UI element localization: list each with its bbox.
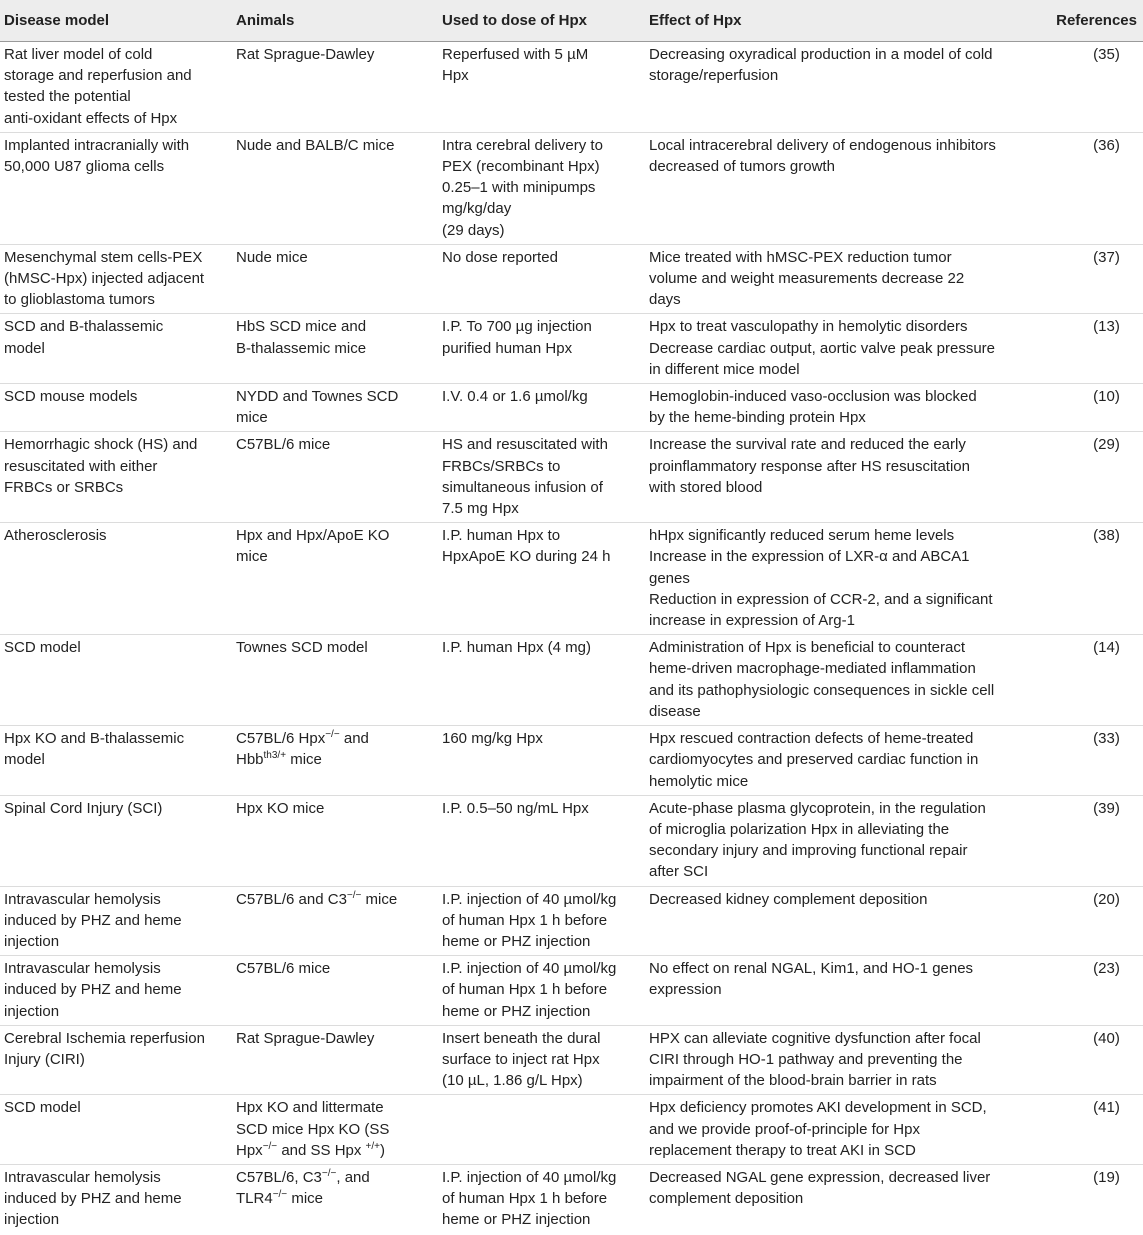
- cell-animals: [232, 795, 438, 886]
- cell-disease-model: [0, 132, 232, 244]
- cell-line: I.P. human Hpx to: [442, 527, 561, 545]
- cell-animals: [232, 726, 438, 796]
- cell-animals: [232, 635, 438, 726]
- cell-line: I.P. injection of 40 µmol/kg: [442, 1168, 617, 1186]
- cell-line: Administration of Hpx is beneficial to counteract: [649, 639, 965, 657]
- cell-disease-model: [0, 384, 232, 432]
- genotype-superscript: −/−: [272, 1189, 288, 1201]
- cell-line: Increase the survival rate and reduced the early: [649, 436, 966, 454]
- cell-reference: (39): [1018, 795, 1143, 886]
- cell-reference: (14): [1018, 635, 1143, 726]
- cell-line: (29 days): [442, 221, 505, 239]
- cell-dose: [438, 132, 645, 244]
- cell-line: mg/kg/day: [442, 200, 512, 218]
- cell-effect: [645, 635, 1018, 726]
- cell-effect: [645, 886, 1018, 956]
- cell-dose: [438, 1095, 645, 1165]
- cell-line: HpxApoE KO during 24 h: [442, 548, 611, 566]
- cell-animals: [232, 956, 438, 1026]
- cell-line: I.V. 0.4 or 1.6 µmol/kg: [442, 388, 588, 406]
- header-animals: Animals: [232, 0, 438, 42]
- cell-line: heme or PHZ injection: [442, 1002, 591, 1020]
- cell-line: mice: [236, 548, 268, 566]
- cell-line: of human Hpx 1 h before: [442, 911, 608, 929]
- cell-disease-model: [0, 886, 232, 956]
- cell-line: Intravascular hemolysis: [4, 890, 161, 908]
- cell-effect: [645, 726, 1018, 796]
- cell-line: CIRI through HO-1 pathway and preventing the: [649, 1050, 963, 1068]
- cell-line: SCD and B-thalassemic: [4, 318, 164, 336]
- cell-disease-model: [0, 42, 232, 133]
- cell-dose: [438, 956, 645, 1026]
- cell-line: HPX can alleviate cognitive dysfunction after focal: [649, 1029, 981, 1047]
- cell-animals: [232, 1095, 438, 1165]
- cell-line: purified human Hpx: [442, 339, 573, 357]
- cell-line: with stored blood: [649, 478, 763, 496]
- cell-line: Decreased kidney complement deposition: [649, 890, 928, 908]
- cell-line: resuscitated with either: [4, 457, 158, 475]
- cell-line: SCD model: [4, 1099, 81, 1117]
- cell-line: Townes SCD model: [236, 639, 368, 657]
- genotype-superscript: −/−: [321, 1167, 337, 1179]
- genotype-superscript: −/−: [346, 889, 362, 901]
- cell-effect: [645, 244, 1018, 314]
- cell-line: volume and weight measurements decrease 22: [649, 270, 965, 288]
- genotype-superscript: +/+: [365, 1140, 381, 1152]
- cell-reference: (36): [1018, 132, 1143, 244]
- cell-animals: [232, 432, 438, 523]
- cell-line: NYDD and Townes SCD: [236, 388, 399, 406]
- table-row: [0, 886, 1143, 956]
- cell-line: C57BL/6 mice: [236, 960, 331, 978]
- cell-effect: [645, 1164, 1018, 1233]
- cell-effect: [645, 132, 1018, 244]
- cell-effect: [645, 42, 1018, 133]
- table-row: [0, 1095, 1143, 1165]
- cell-dose: [438, 886, 645, 956]
- cell-line: Rat liver model of cold: [4, 46, 153, 63]
- cell-line: SCD model: [4, 639, 81, 657]
- cell-line: Hpx to treat vasculopathy in hemolytic disorders: [649, 318, 968, 336]
- cell-line: 0.25–1 with minipumps: [442, 179, 596, 197]
- cell-line: Intra cerebral delivery to: [442, 136, 603, 154]
- cell-line: induced by PHZ and heme: [4, 981, 182, 999]
- cell-line: Cerebral Ischemia reperfusion: [4, 1029, 205, 1047]
- cell-line: I.P. injection of 40 µmol/kg: [442, 960, 617, 978]
- cell-line: Decrease cardiac output, aortic valve peak pressure: [649, 339, 996, 357]
- cell-line: C57BL/6 Hpx−/− and: [236, 729, 369, 748]
- cell-reference: (19): [1093, 1168, 1120, 1186]
- cell-line: to glioblastoma tumors: [4, 291, 155, 309]
- cell-disease-model: [0, 244, 232, 314]
- cell-line: HS and resuscitated with: [442, 436, 608, 454]
- cell-line: tested the potential: [4, 88, 131, 106]
- cell-line: SCD mouse models: [4, 388, 138, 406]
- cell-dose: [438, 1025, 645, 1095]
- cell-disease-model: [0, 1164, 232, 1233]
- cell-line: of human Hpx 1 h before: [442, 1190, 608, 1208]
- header-references: References: [1018, 0, 1143, 42]
- cell-dose: [438, 314, 645, 384]
- cell-effect: [645, 523, 1018, 635]
- cell-line: storage/reperfusion: [649, 67, 779, 85]
- cell-line: Mice treated with hMSC-PEX reduction tumor: [649, 248, 952, 266]
- cell-dose: [438, 384, 645, 432]
- cell-line: anti-oxidant effects of Hpx: [4, 109, 178, 127]
- cell-line: cardiomyocytes and preserved cardiac function in: [649, 751, 979, 769]
- cell-line: Mesenchymal stem cells-PEX: [4, 248, 203, 266]
- cell-animals: [232, 132, 438, 244]
- cell-line: mice: [236, 409, 268, 427]
- cell-line: No effect on renal NGAL, Kim1, and HO-1 genes: [649, 960, 974, 978]
- cell-disease-model: [0, 523, 232, 635]
- cell-line: Hpx−/− and SS Hpx +/+): [236, 1140, 386, 1159]
- cell-line: (10 µL, 1.86 g/L Hpx): [442, 1072, 583, 1090]
- cell-line: 160 mg/kg Hpx: [442, 730, 543, 748]
- cell-disease-model: [0, 1095, 232, 1165]
- cell-line: model: [4, 751, 45, 769]
- genotype-superscript: −/−: [325, 729, 340, 741]
- cell-line: injection: [4, 932, 60, 950]
- cell-line: Intravascular hemolysis: [4, 1168, 161, 1186]
- cell-line: C57BL/6 and C3−/− mice: [236, 889, 398, 908]
- cell-line: Insert beneath the dural: [442, 1029, 601, 1047]
- table-header-row: [0, 0, 1143, 42]
- cell-line: storage and reperfusion and: [4, 67, 192, 85]
- cell-line: Hemoglobin-induced vaso-occlusion was blocked: [649, 388, 977, 406]
- cell-line: Hpx and Hpx/ApoE KO: [236, 527, 390, 545]
- cell-line: hHpx significantly reduced serum heme levels: [649, 527, 955, 545]
- cell-line: Implanted intracranially with: [4, 136, 190, 154]
- cell-disease-model: [0, 1025, 232, 1095]
- table-row: [0, 244, 1143, 314]
- cell-line: of microglia polarization Hpx in alleviating the: [649, 820, 950, 838]
- cell-line: in different mice model: [649, 360, 800, 378]
- cell-reference: (41): [1018, 1095, 1143, 1165]
- cell-disease-model: [0, 635, 232, 726]
- table-row: [0, 795, 1143, 886]
- cell-line: Hpx KO mice: [236, 799, 325, 817]
- cell-dose: [438, 432, 645, 523]
- cell-reference: (29): [1018, 432, 1143, 523]
- cell-line: induced by PHZ and heme: [4, 911, 182, 929]
- cell-line: Hemorrhagic shock (HS) and: [4, 436, 198, 454]
- cell-line: C57BL/6, C3−/−, and: [236, 1167, 370, 1186]
- cell-line: Hpx: [442, 67, 469, 85]
- cell-line: expression: [649, 981, 722, 999]
- cell-line: simultaneous infusion of: [442, 478, 603, 496]
- genotype-superscript: th3/+: [263, 750, 287, 762]
- cell-line: after SCI: [649, 863, 709, 881]
- cell-line: 50,000 U87 glioma cells: [4, 158, 165, 176]
- cell-effect: [645, 1025, 1018, 1095]
- cell-line: Local intracerebral delivery of endogenous inhibitors: [649, 136, 996, 154]
- cell-reference: (23): [1018, 956, 1143, 1026]
- cell-line: replacement therapy to treat AKI in SCD: [649, 1141, 916, 1159]
- cell-dose: [438, 42, 645, 133]
- table-row: [0, 956, 1143, 1026]
- cell-line: FRBCs or SRBCs: [4, 478, 124, 496]
- cell-line: 7.5 mg Hpx: [442, 500, 519, 518]
- header-dose: Used to dose of Hpx: [438, 0, 645, 42]
- cell-line: C57BL/6 mice: [236, 436, 331, 454]
- cell-line: of human Hpx 1 h before: [442, 981, 608, 999]
- table-row: [0, 726, 1143, 796]
- cell-line: Decreased NGAL gene expression, decreased liver: [649, 1168, 991, 1186]
- cell-line: hemolytic mice: [649, 772, 749, 790]
- cell-dose: [438, 244, 645, 314]
- table-row: [0, 384, 1143, 432]
- cell-animals: [232, 314, 438, 384]
- cell-line: FRBCs/SRBCs to: [442, 457, 561, 475]
- cell-line: I.P. 0.5–50 ng/mL Hpx: [442, 799, 589, 817]
- table-row: [0, 1164, 1143, 1233]
- cell-line: I.P. injection of 40 µmol/kg: [442, 890, 617, 908]
- cell-line: Hpx KO and littermate: [236, 1099, 384, 1117]
- cell-line: heme or PHZ injection: [442, 1211, 591, 1229]
- cell-animals: [232, 42, 438, 133]
- cell-effect: [645, 956, 1018, 1026]
- cell-effect: [645, 432, 1018, 523]
- cell-reference: (13): [1018, 314, 1143, 384]
- cell-reference: (37): [1018, 244, 1143, 314]
- cell-line: Decreasing oxyradical production in a model of cold: [649, 46, 993, 63]
- cell-reference: (40): [1018, 1025, 1143, 1095]
- cell-line: and its pathophysiologic consequences in sickle cell: [649, 681, 995, 699]
- cell-animals: [232, 1164, 438, 1233]
- cell-effect: [645, 1095, 1018, 1165]
- cell-line: injection: [4, 1211, 60, 1229]
- cell-line: Reperfused with 5 µM: [442, 46, 589, 63]
- cell-line: decreased of tumors growth: [649, 158, 835, 176]
- cell-line: Nude mice: [236, 248, 308, 266]
- cell-line: induced by PHZ and heme: [4, 1190, 182, 1208]
- cell-line: injection: [4, 1002, 60, 1020]
- cell-line: by the heme-binding protein Hpx: [649, 409, 866, 427]
- cell-disease-model: [0, 956, 232, 1026]
- cell-disease-model: [0, 795, 232, 886]
- cell-line: Rat Sprague-Dawley: [236, 1029, 375, 1047]
- table-row: [0, 1025, 1143, 1095]
- table-row: [0, 432, 1143, 523]
- cell-line: Acute-phase plasma glycoprotein, in the regulation: [649, 799, 986, 817]
- cell-dose: [438, 1164, 645, 1233]
- cell-line: increase in expression of Arg-1: [649, 612, 855, 630]
- cell-line: and we provide proof-of-principle for Hpx: [649, 1120, 920, 1138]
- cell-line: surface to inject rat Hpx: [442, 1050, 600, 1068]
- cell-line: disease: [649, 702, 701, 720]
- cell-line: Hpx deficiency promotes AKI development in SCD,: [649, 1099, 987, 1117]
- cell-animals: [232, 523, 438, 635]
- cell-line: Hpx KO and B-thalassemic: [4, 730, 185, 748]
- cell-line: days: [649, 291, 681, 309]
- cell-line: secondary injury and improving functional repair: [649, 842, 968, 860]
- cell-line: No dose reported: [442, 248, 558, 266]
- cell-line: PEX (recombinant Hpx): [442, 158, 600, 176]
- cell-line: Reduction in expression of CCR-2, and a significant: [649, 590, 993, 608]
- cell-line: Increase in the expression of LXR-α and ABCA1: [649, 548, 970, 566]
- cell-line: I.P. To 700 µg injection: [442, 318, 592, 336]
- cell-line: Rat Sprague-Dawley: [236, 46, 375, 63]
- cell-line: impairment of the blood-brain barrier in rats: [649, 1072, 937, 1090]
- cell-line: Nude and BALB/C mice: [236, 136, 395, 154]
- cell-line: genes: [649, 569, 690, 587]
- cell-effect: [645, 384, 1018, 432]
- cell-line: Hpx rescued contraction defects of heme-treated: [649, 730, 974, 748]
- cell-line: heme-driven macrophage-mediated inflammation: [649, 660, 976, 678]
- cell-reference: (33): [1018, 726, 1143, 796]
- cell-reference: (38): [1018, 523, 1143, 635]
- cell-line: I.P. human Hpx (4 mg): [442, 639, 591, 657]
- cell-line: B-thalassemic mice: [236, 339, 367, 357]
- cell-animals: [232, 384, 438, 432]
- cell-line: SCD mice Hpx KO (SS: [236, 1120, 390, 1138]
- cell-effect: [645, 795, 1018, 886]
- cell-line: TLR4−/− mice: [236, 1189, 323, 1208]
- cell-animals: [232, 244, 438, 314]
- table-row: [0, 635, 1143, 726]
- cell-animals: [232, 1025, 438, 1095]
- cell-line: Atherosclerosis: [4, 527, 107, 545]
- cell-effect: [645, 314, 1018, 384]
- cell-line: Spinal Cord Injury (SCI): [4, 799, 163, 817]
- cell-dose: [438, 635, 645, 726]
- cell-line: Injury (CIRI): [4, 1050, 85, 1068]
- cell-reference: (35): [1018, 42, 1143, 133]
- cell-line: Intravascular hemolysis: [4, 960, 161, 978]
- header-effect: Effect of Hpx: [645, 0, 1018, 42]
- cell-line: complement deposition: [649, 1190, 804, 1208]
- cell-disease-model: [0, 726, 232, 796]
- cell-animals: [232, 886, 438, 956]
- cell-disease-model: [0, 432, 232, 523]
- cell-line: (hMSC-Hpx) injected adjacent: [4, 270, 205, 288]
- cell-disease-model: [0, 314, 232, 384]
- table-row: [0, 523, 1143, 635]
- cell-line: HbS SCD mice and: [236, 318, 367, 336]
- cell-line: proinflammatory response after HS resuscitation: [649, 457, 970, 475]
- table-row: [0, 314, 1143, 384]
- table-row: [0, 132, 1143, 244]
- cell-line: heme or PHZ injection: [442, 932, 591, 950]
- cell-line: model: [4, 339, 45, 357]
- cell-dose: [438, 726, 645, 796]
- table-body: [0, 42, 1143, 1234]
- cell-line: Hbb$^{th3/+}$ mice: [236, 750, 322, 769]
- genotype-superscript: −/−: [262, 1140, 278, 1152]
- header-disease-model: Disease model: [0, 0, 232, 42]
- cell-dose: [438, 795, 645, 886]
- cell-dose: [438, 523, 645, 635]
- table-row: [0, 42, 1143, 133]
- cell-reference: (10): [1018, 384, 1143, 432]
- cell-reference: (20): [1018, 886, 1143, 956]
